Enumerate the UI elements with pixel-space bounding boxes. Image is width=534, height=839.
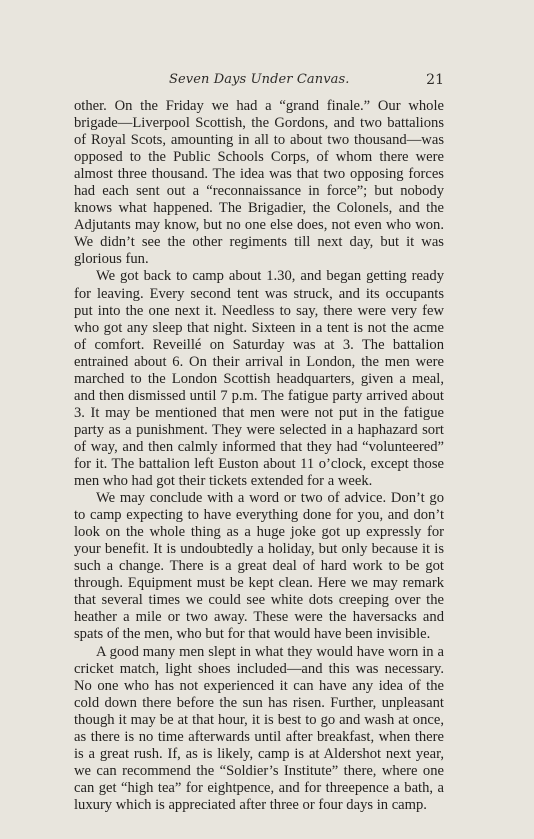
body-text: [74, 98, 444, 814]
paragraph-advice: We may conclude with a word or two of advice. Don’t go to camp expecting to have everything done for you, and don’t look on the whole thing as a huge joke got up expressly for your benefit. It is undoubtedly a holiday, but only because it is such a change. There is a great deal of hard work to be got through. Equipment must be kept clean. Here we may remark that several times we could see white dots creeping over the heather a mile or two away. These were the haversacks and spats of the men, who but for that would have been invisible.: [74, 490, 444, 643]
paragraph-continuation: other. On the Friday we had a “grand finale.” Our whole brigade—Liverpool Scottish, the Gordons, and two battalions of Royal Scots, amounting in all to about two thousand—was opposed to the Public Schools Corps, of whom there were almost three thousand. The idea was that two opposing forces had each sent out a “reconnaissance in force”; but nobody knows what happened. The Brigadier, the Colonels, and the Adjutants may know, but no one else does, not even who won. We didn’t see the other regiments till next day, but it was glorious fun.: [74, 98, 444, 268]
paragraph-sleeping: A good many men slept in what they would have worn in a cricket match, light shoes included—and this was necessary. No one who has not experienced it can have any idea of the cold down there before the sun has risen. Further, unpleasant though it may be at that hour, it is best to go and wash at once, as there is no time afterwards until after breakfast, when there is a great rush. If, as is likely, camp is at Aldershot next year, we can recommend the “Soldier’s Institute” there, where one can get “high tea” for eightpence, and for threepence a bath, a luxury which is appreciated after three or four days in camp.: [74, 643, 444, 813]
page-number: 21: [426, 72, 444, 88]
page-header: [74, 72, 444, 92]
paragraph-camp-return: We got back to camp about 1.30, and began getting ready for leaving. Every second tent was struck, and its occupants put into the one next it. Needless to say, there were very few who got any sleep that night. Sixteen in a tent is not the acme of comfort. Reveillé on Saturday was at 3. The battalion entrained about 6. On their arrival in London, the men were marched to the London Scottish headquarters, given a meal, and then dismissed until 7 p.m. The fatigue party arrived about 3. It may be mentioned that men were not put in the fatigue party as a punishment. They were selected in a haphazard sort of way, and then calmly informed that they had “volunteered” for it. The battalion left Euston about 11 o’clock, except those men who had got their tickets extended for a week.: [74, 268, 444, 490]
running-title: Seven Days Under Canvas.: [169, 72, 350, 87]
